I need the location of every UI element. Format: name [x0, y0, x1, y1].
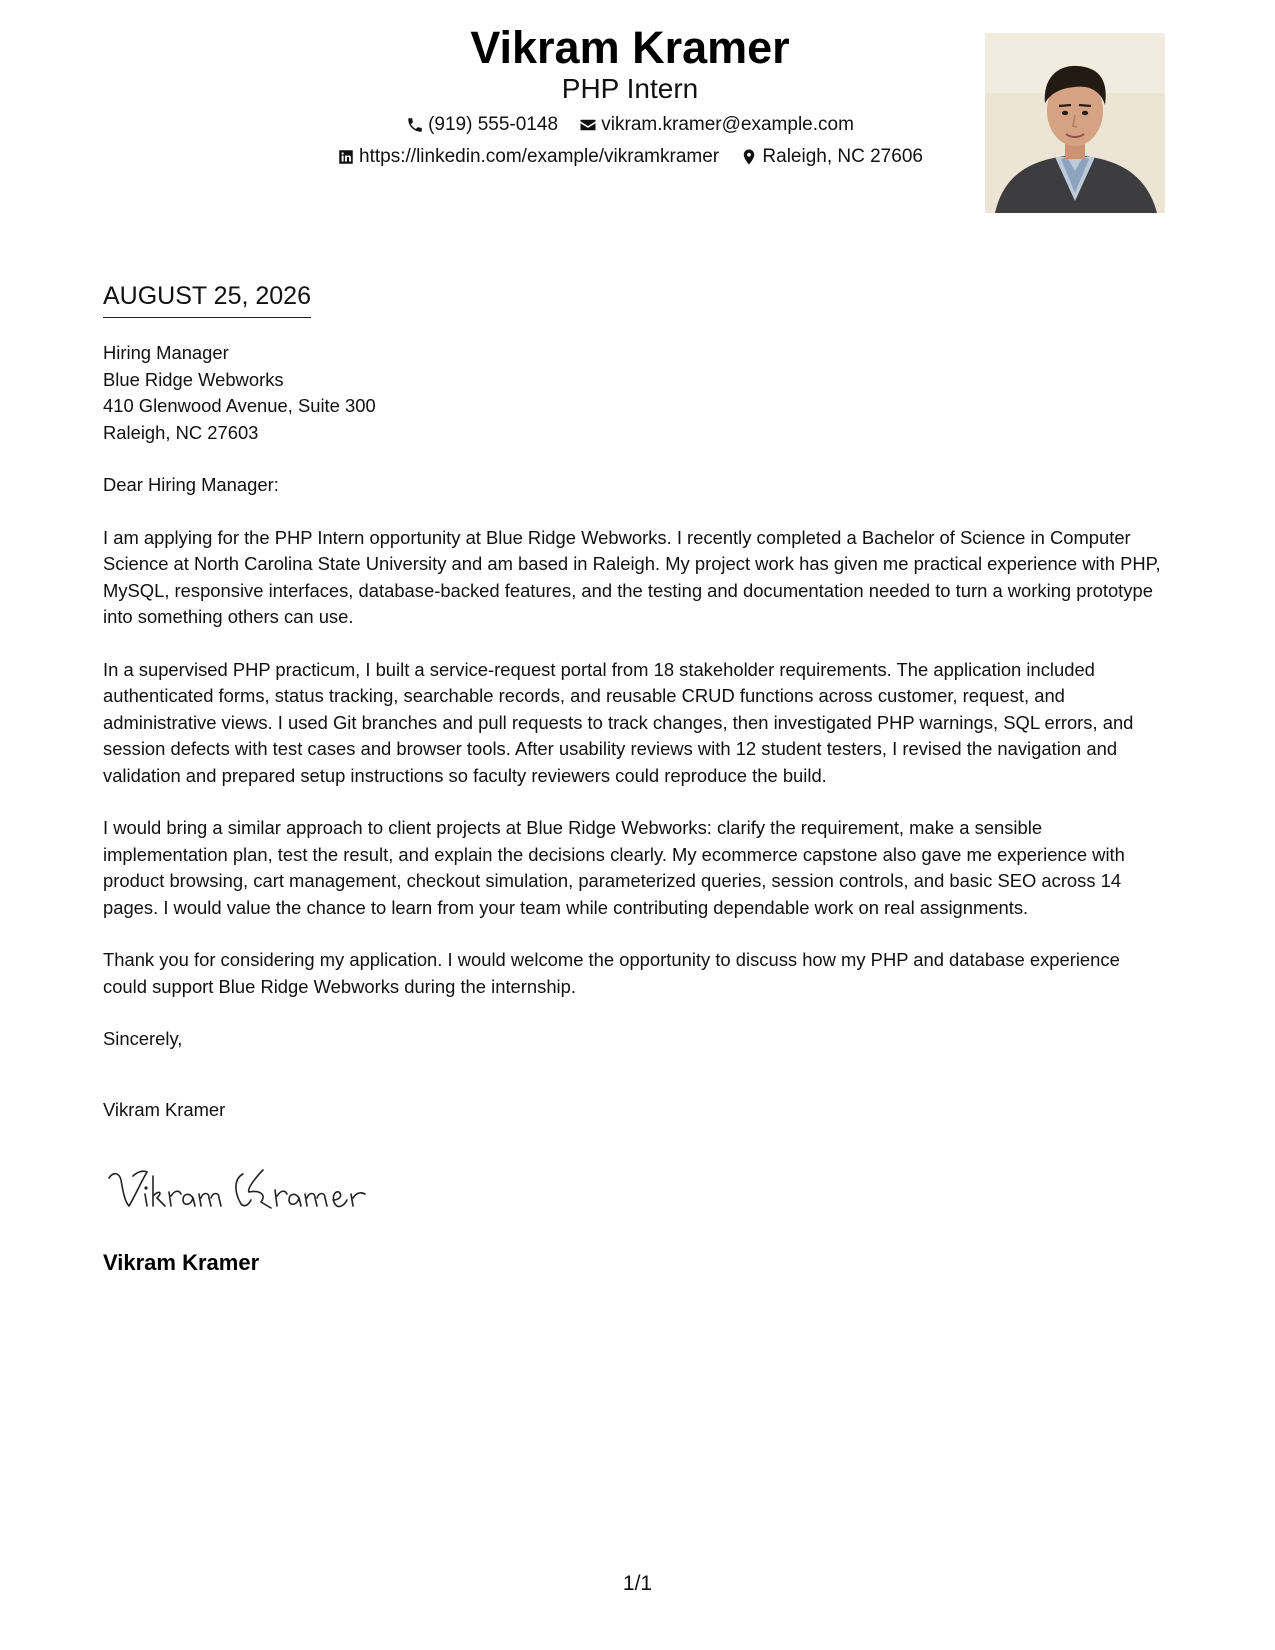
applicant-role: PHP Intern	[561, 73, 699, 104]
contact-row-primary	[230, 113, 1030, 141]
paragraph-intro: I am applying for the PHP Intern opportunity at Blue Ridge Webworks. I recently completed a Bachelor of Science in Computer Science at North Carolina State University and am based in Raleigh. My project work has given me practical experience with PHP, MySQL, responsive interfaces, database-backed features, and the testing and documentation needed to turn a working prototype into something others can use.	[103, 526, 1161, 627]
contact-row-secondary	[230, 145, 1030, 173]
signed-name: Vikram Kramer	[103, 1250, 260, 1275]
location-text: Raleigh, NC 27606	[762, 146, 923, 167]
salutation: Dear Hiring Manager:	[103, 474, 279, 495]
applicant-photo	[985, 33, 1165, 213]
recipient-title: Hiring Manager	[103, 342, 229, 363]
paragraph-practicum: In a supervised PHP practicum, I built a service-request portal from 18 stakeholder requirements. The application included authenticated forms, status tracking, searchable records, and reusable CRUD functions across customer, request, and administrative views. I used Git branches and pull requests to track changes, then investigated PHP warnings, SQL errors, and session defects with test cases and browser tools. After usability reviews with 12 student testers, I revised the navigation and validation and prepared setup instructions so faculty reviewers could reproduce the build.	[103, 658, 1134, 786]
contact-phone	[406, 113, 558, 137]
paragraph-thanks: Thank you for considering my application. I would welcome the opportunity to discuss how my PHP and database experience could support Blue Ridge Webworks during the internship.	[103, 949, 1120, 997]
email-text[interactable]: vikram.kramer@example.com	[601, 114, 854, 135]
phone-text: (919) 555-0148	[428, 114, 559, 135]
envelope-icon	[579, 116, 597, 134]
recipient-address	[103, 340, 1163, 446]
signature-image	[103, 1160, 373, 1220]
applicant-name: Vikram Kramer	[470, 22, 790, 73]
portrait-image	[985, 33, 1165, 213]
typed-name: Vikram Kramer	[103, 1098, 226, 1120]
paragraph-approach: I would bring a similar approach to client projects at Blue Ridge Webworks: clarify the requirement, make a sensible implementation plan, test the result, and explain the decisions clearly. My ecommerce capstone also gave me experience with product browsing, cart management, checkout simulation, parameterized queries, session controls, and basic SEO across 14 pages. I would value the chance to learn from your team while contributing dependable work on real assignments.	[103, 817, 1125, 918]
page-number: 1/1	[622, 1572, 653, 1595]
letter-body	[103, 340, 1163, 1123]
linkedin-text[interactable]: https://linkedin.com/example/vikramkramer	[359, 146, 720, 167]
linkedin-icon	[337, 148, 355, 166]
recipient-street: 410 Glenwood Avenue, Suite 300	[103, 395, 376, 416]
closing: Sincerely,	[103, 1028, 183, 1049]
recipient-company: Blue Ridge Webworks	[103, 368, 284, 390]
recipient-city: Raleigh, NC 27603	[103, 421, 259, 443]
contact-linkedin[interactable]	[337, 145, 719, 169]
contact-location	[740, 145, 923, 169]
phone-icon	[406, 116, 424, 134]
contact-email[interactable]	[579, 113, 854, 137]
map-pin-icon	[740, 148, 758, 166]
letter-date: AUGUST 25, 2026	[103, 281, 311, 318]
handwritten-signature	[103, 1160, 373, 1220]
